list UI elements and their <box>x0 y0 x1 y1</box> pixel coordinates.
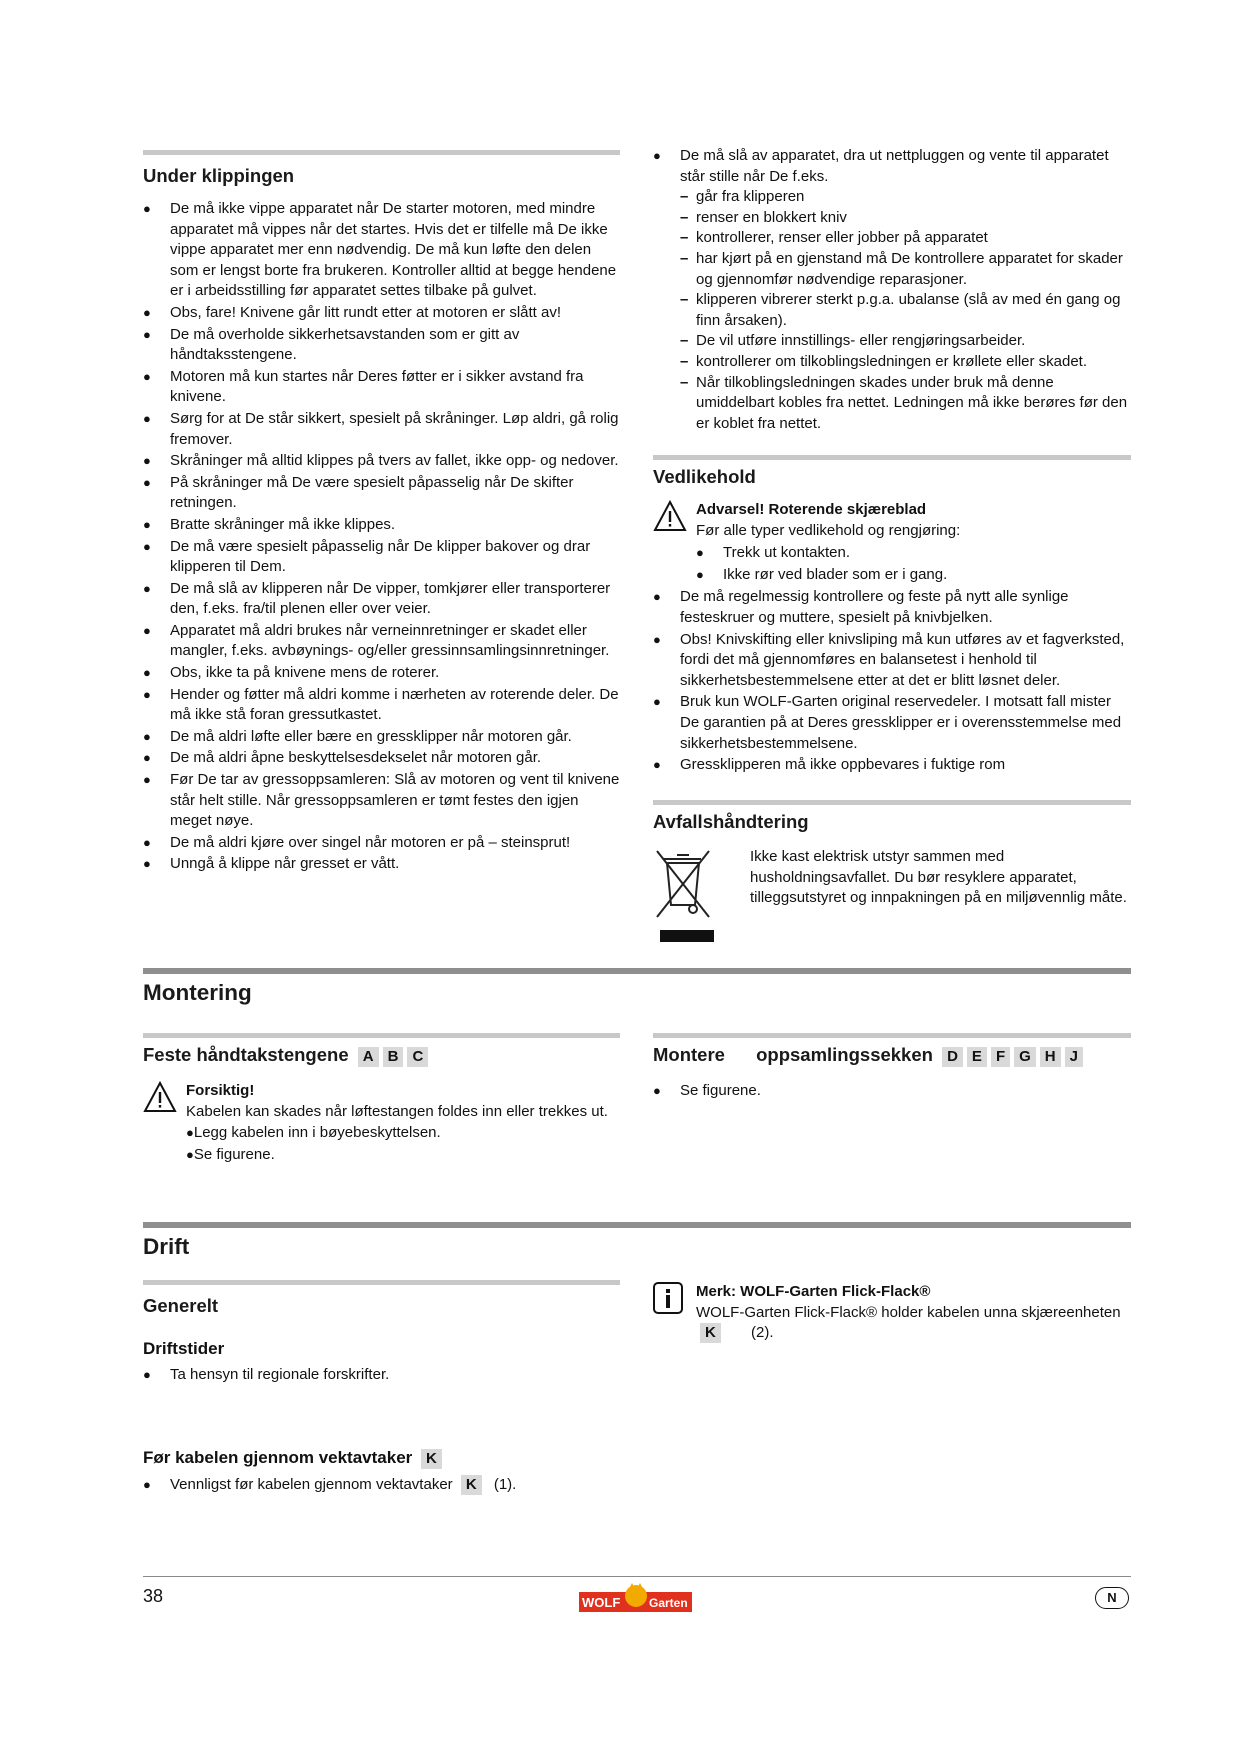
list-item: ● Unngå å klippe når gresset er vått. <box>143 854 620 875</box>
figure-badge: K <box>700 1323 721 1343</box>
list-item: ● De må ikke vippe apparatet når De starter motoren, med mindre apparatet må vippes når det startes. Hvis det er tilfelle må De ikke vippe apparatet mer enn nødvendig. De må kun løfte den delen som er lengst borte fra brukeren. Kontroller alltid at begge hendene er i arbeidsstilling før apparatet settes tilbake på gulvet. <box>143 199 620 302</box>
list-item: ● Ikke rør ved blader som er i gang. <box>696 565 1131 586</box>
caution-bullet-text: Legg kabelen inn i bøyebeskyttelsen. <box>193 1124 441 1142</box>
list-item: ● Obs, ikke ta på knivene mens de roterer. <box>143 663 620 684</box>
warning-list <box>696 543 1131 585</box>
bullet-dot: ● <box>186 1146 194 1162</box>
section-divider <box>143 150 620 155</box>
vedlikehold-list <box>653 587 1131 775</box>
section-title: Under klippingen <box>143 165 295 186</box>
section-title: Vedlikehold <box>653 466 756 487</box>
section-title: Avfallshåndtering <box>653 811 809 832</box>
wolf-garten-logo <box>579 1583 692 1615</box>
list-item <box>653 146 1131 434</box>
list-item: ● Gressklipperen må ikke oppbevares i fuktige rom <box>653 755 1131 776</box>
montere-title-part2: oppsamlingssekken <box>756 1044 933 1065</box>
section-vedlikehold <box>653 455 1131 777</box>
list-item: ● De må aldri løfte eller bære en gressklipper når motoren går. <box>143 727 620 748</box>
list-item: ● De må være spesielt påpasselig når De klipper bakover og drar klipperen til Dem. <box>143 537 620 578</box>
caution-bullet-text: Se figurene. <box>193 1145 275 1163</box>
section-note <box>653 1282 1131 1344</box>
section-under-klippingen <box>143 150 620 876</box>
list-item: ● Bratte skråninger må ikke klippes. <box>143 515 620 536</box>
list-item: ● De må aldri kjøre over singel når motoren er på – steinsprut! <box>143 833 620 854</box>
dash-item: – går fra klipperen <box>680 187 1131 208</box>
list-item: ● Motoren må kun startes når Deres føtter er i sikker avstand fra knivene. <box>143 367 620 408</box>
slaa-av-list <box>653 146 1131 434</box>
section-divider <box>653 1033 1131 1038</box>
kabel-title <box>143 1448 620 1469</box>
figure-badge: C <box>407 1047 428 1067</box>
feste-badges <box>354 1044 429 1065</box>
list-item: ● De må slå av klipperen når De vipper, tomkjører eller transporterer den, f.eks. fra/til plenen eller over veier. <box>143 579 620 620</box>
list-item <box>143 1475 620 1496</box>
warning-text: Før alle typer vedlikehold og rengjøring: <box>696 521 961 539</box>
note-title: Merk: WOLF-Garten Flick-Flack® <box>696 1283 931 1300</box>
slaa-av-dash-list <box>680 187 1131 434</box>
list-item: ● Se figurene. <box>653 1081 1131 1102</box>
montering-title: Montering <box>143 980 252 1005</box>
dash-item: – kontrollerer om tilkoblingsledningen er krøllete eller skadet. <box>680 352 1131 373</box>
country-badge: N <box>1095 1587 1129 1609</box>
list-item: ● Sørg for at De står sikkert, spesielt på skråninger. Løp aldri, gå rolig fremover. <box>143 409 620 450</box>
list-item: ● Skråninger må alltid klippes på tvers av fallet, ikke opp- og nedover. <box>143 451 620 472</box>
dash-item: – renser en blokkert kniv <box>680 208 1131 229</box>
list-item: ● De må aldri åpne beskyttelsesdekselet når motoren går. <box>143 748 620 769</box>
figure-badge: H <box>1040 1047 1061 1067</box>
drift-bar <box>143 1222 1131 1228</box>
section-feste <box>143 1033 620 1165</box>
caution-bullet <box>186 1123 620 1144</box>
dash-item: – kontrollerer, renser eller jobber på apparatet <box>680 228 1131 249</box>
list-item: ● Før De tar av gressoppsamleren: Slå av motoren og vent til knivene står helt stille. Når gressoppsamleren er tømt festes den igjen meget nøye. <box>143 770 620 832</box>
section-divider <box>653 455 1131 460</box>
kabel-list <box>143 1475 620 1496</box>
generelt-title: Generelt <box>143 1295 219 1316</box>
under-klippingen-list <box>143 199 620 875</box>
caution-bullet <box>186 1145 620 1166</box>
warning-triangle-icon <box>143 1081 177 1113</box>
montere-badges <box>938 1044 1083 1065</box>
montering-bar <box>143 968 1131 974</box>
montere-title-part1: Montere <box>653 1044 725 1065</box>
caution-title: Forsiktig! <box>186 1082 255 1099</box>
figure-badge: B <box>383 1047 404 1067</box>
weee-bin-icon <box>653 845 715 943</box>
figure-badge: A <box>358 1047 379 1067</box>
list-item: ● Obs, fare! Knivene går litt rundt etter at motoren er slått av! <box>143 303 620 324</box>
feste-title <box>143 1044 620 1067</box>
figure-badge: E <box>967 1047 987 1067</box>
list-item: ● Obs! Knivskifting eller knivsliping må kun utføres av et fagverksted, fordi det må gjennomføres en balansetest i henhold til sikkerhetsbestemmelsene etter at det er blitt løsnet deler. <box>653 630 1131 692</box>
section-divider <box>653 800 1131 805</box>
avfall-text: Ikke kast elektrisk utstyr sammen med husholdningsavfallet. Du bør resyklere apparatet, tilleggsutstyret og innpakningen på en miljøvennlig måte. <box>750 848 1127 907</box>
logo-left-text: WOLF <box>582 1595 621 1610</box>
info-icon <box>653 1282 683 1314</box>
dash-item: – Når tilkoblingsledningen skades under bruk må denne umiddelbart kobles fra nettet. Ledningen må ikke berøres før den er koblet fra nettet. <box>680 373 1131 435</box>
warning-block <box>653 500 1131 585</box>
drift-title: Drift <box>143 1234 190 1259</box>
list-item: ● Bruk kun WOLF-Garten original reservedeler. I motsatt fall mister De garantien på at Deres gressklipper er i overensstemmelse med sikkerhetsbestemmelsene. <box>653 692 1131 754</box>
montere-list <box>653 1081 1131 1102</box>
warning-title: Advarsel! Roterende skjæreblad <box>696 501 927 518</box>
kabel-suffix: (1). <box>493 1475 517 1493</box>
dash-item: – har kjørt på en gjenstand må De kontrollere apparatet for skader og gjennomfør nødvendige reparasjoner. <box>680 249 1131 290</box>
figure-badge: G <box>1014 1047 1036 1067</box>
caution-bullets <box>186 1123 620 1165</box>
list-item: ● De må regelmessig kontrollere og feste på nytt alle synlige festeskruer og muttere, spesielt på knivbjelken. <box>653 587 1131 628</box>
figure-badge: F <box>991 1047 1010 1067</box>
logo-right-text: Garten <box>649 1596 688 1610</box>
figure-badge: D <box>942 1047 963 1067</box>
list-item: ● De må overholde sikkerhetsavstanden som er gitt av håndtaksstengene. <box>143 325 620 366</box>
kabel-title-text: Før kabelen gjennom vektavtaker <box>143 1447 413 1467</box>
section-generelt <box>143 1280 620 1496</box>
montere-title <box>653 1044 1131 1067</box>
note-suffix: (2). <box>751 1324 774 1342</box>
dash-item: – klipperen vibrerer sterkt p.g.a. ubalanse (slå av med én gang og finn årsaken). <box>680 290 1131 331</box>
list-item: ● Trekk ut kontakten. <box>696 543 1131 564</box>
bullet-dot: ● <box>186 1125 194 1141</box>
dash-item: – De vil utføre innstillings- eller rengjøringsarbeider. <box>680 331 1131 352</box>
caution-block <box>143 1081 620 1165</box>
page-number: 38 <box>143 1586 164 1606</box>
feste-title-text: Feste håndtakstengene <box>143 1044 349 1065</box>
caution-text: Kabelen kan skades når løftestangen foldes inn eller trekkes ut. <box>186 1102 608 1120</box>
note-text-line <box>696 1303 1131 1344</box>
section-slaa-av <box>653 146 1131 435</box>
footer-divider <box>143 1576 1131 1577</box>
figure-badge: J <box>1065 1047 1083 1067</box>
driftstider-list <box>143 1365 620 1386</box>
note-text: WOLF-Garten Flick-Flack® holder kabelen unna skjæreenheten <box>696 1303 1121 1321</box>
kabel-text: Vennligst før kabelen gjennom vektavtaker <box>170 1475 453 1493</box>
section-montere <box>653 1033 1131 1103</box>
driftstider-title: Driftstider <box>143 1339 225 1358</box>
slaa-av-intro: De må slå av apparatet, dra ut nettpluggen og vente til apparatet står stille når De f.eks. <box>680 147 1109 185</box>
figure-badge: K <box>421 1449 442 1469</box>
note-block <box>653 1282 1131 1344</box>
warning-triangle-icon <box>653 500 687 532</box>
list-item: ● Apparatet må aldri brukes når verneinnretninger er skadet eller mangler, f.eks. avbøynings- og/eller gressinnsamlingsinnretninger. <box>143 621 620 662</box>
list-item: ● Hender og føtter må aldri komme i nærheten av roterende deler. De må ikke stå foran gressutkastet. <box>143 685 620 726</box>
section-avfall <box>653 800 1131 945</box>
section-divider <box>143 1280 620 1285</box>
section-divider <box>143 1033 620 1038</box>
figure-badge: K <box>461 1475 482 1495</box>
list-item: ● På skråninger må De være spesielt påpasselig når De skifter retningen. <box>143 473 620 514</box>
list-item: ● Ta hensyn til regionale forskrifter. <box>143 1365 620 1386</box>
avfall-content <box>653 845 1131 945</box>
